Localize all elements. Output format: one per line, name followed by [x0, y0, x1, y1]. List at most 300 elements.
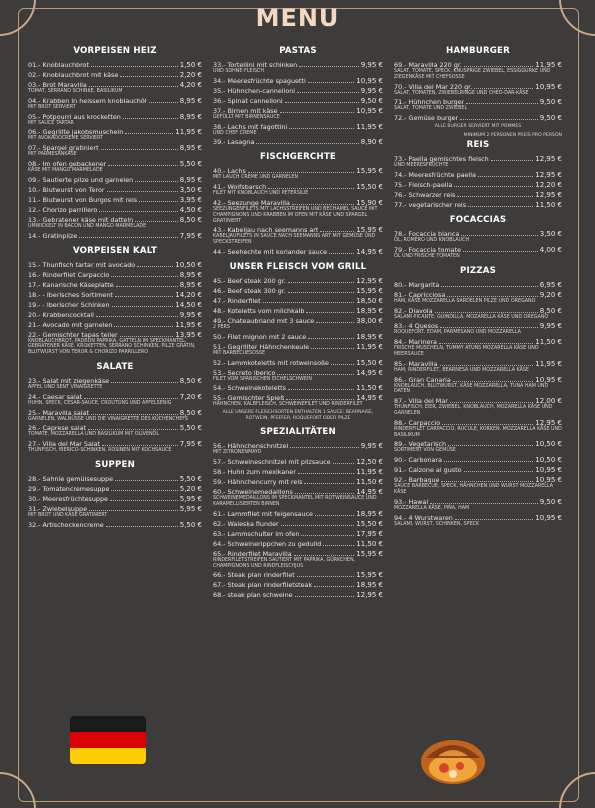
menu-item-row	[28, 160, 202, 168]
dot-leader	[308, 82, 355, 83]
menu-item-price: 11,50 €	[356, 539, 383, 548]
menu-item-description: MIT LAUCH CREME UND GARNELEN	[213, 175, 299, 181]
menu-item-row	[394, 360, 562, 368]
pizza-oven-image	[418, 728, 488, 788]
menu-item-name: 92.- Barbaque	[394, 476, 440, 485]
dot-leader	[448, 445, 533, 446]
menu-item-row	[394, 201, 562, 209]
dot-leader	[120, 336, 174, 337]
dot-leader	[466, 103, 537, 104]
menu-item-price: 5,20 €	[179, 484, 202, 493]
menu-item	[213, 581, 383, 589]
menu-item-row	[213, 287, 383, 295]
dot-leader	[101, 149, 178, 150]
menu-item-row	[394, 246, 562, 254]
menu-item-description: ÖL, ROMERO UND KNOBLAUCH	[394, 238, 470, 244]
menu-item-row	[213, 87, 383, 95]
menu-item-row	[213, 530, 383, 538]
dot-leader	[306, 312, 354, 313]
menu-item-price: 5,50 €	[179, 424, 202, 433]
dot-leader	[114, 326, 173, 327]
menu-item	[213, 107, 383, 121]
menu-item-row	[213, 97, 383, 105]
dot-leader	[256, 143, 358, 144]
menu-item-row	[28, 271, 202, 279]
menu-item-price: 9,95 €	[539, 322, 562, 331]
menu-item-row	[213, 478, 383, 486]
menu-item-name: 19.- - Iberischer Schinken	[28, 300, 110, 309]
menu-item-price: 8,50 €	[179, 408, 202, 417]
menu-item-description: 2 PERS	[213, 324, 230, 330]
menu-item-name: 58.- Huhn zum mexikaner	[213, 468, 296, 477]
menu-item	[213, 394, 383, 408]
menu-item-row	[28, 97, 202, 105]
menu-item	[394, 171, 562, 179]
dot-leader	[137, 266, 173, 267]
menu-item-description: MIT PARMESANKÄSE	[28, 152, 77, 158]
dot-leader	[89, 510, 178, 511]
menu-item	[394, 456, 562, 464]
menu-item-row	[28, 440, 202, 448]
menu-item	[213, 591, 383, 599]
dot-leader	[149, 102, 178, 103]
dot-leader	[91, 414, 178, 415]
menu-item-price: 15,50 €	[356, 358, 383, 367]
menu-item-price: 11,95 €	[175, 128, 202, 137]
menu-item-price: 8,90 €	[360, 138, 383, 147]
menu-item-row	[28, 196, 202, 204]
dot-leader	[463, 251, 538, 252]
menu-item-name: 57.- Schweineschnitzel mit pilzsauce	[213, 458, 331, 467]
menu-item-row	[394, 291, 562, 299]
menu-item-row	[394, 466, 562, 474]
menu-item	[28, 521, 202, 529]
section-heading-hamburger: HAMBURGER	[446, 46, 510, 56]
menu-item-name: 59.- Hähnchencurry mit reis	[213, 478, 303, 487]
menu-item-price: 11,95 €	[356, 122, 383, 131]
menu-item-name: 65.- Rinderfilet Maravilla	[213, 549, 292, 558]
menu-item-row	[28, 176, 202, 184]
menu-item-name: 73.- Paella gemischtes fleisch	[394, 155, 489, 164]
menu-item-row	[394, 456, 562, 464]
menu-item	[213, 488, 383, 508]
menu-item	[28, 196, 202, 204]
menu-item-price: 10,50 €	[535, 440, 562, 449]
menu-item-name: 93.- Hawai	[394, 497, 429, 506]
dot-leader	[285, 102, 359, 103]
dot-leader	[281, 525, 355, 526]
menu-item-price: 10,95 €	[535, 82, 562, 91]
menu-item	[28, 144, 202, 158]
menu-item-description: TOMAT, SERRANO SCHINKE, BASILIKUM	[28, 89, 123, 94]
menu-item-name: 76.- Schwarzer reis	[394, 191, 456, 200]
menu-item-row	[394, 61, 562, 69]
menu-item-description: MIT SAUCE TARTAR	[28, 120, 74, 126]
menu-item	[28, 128, 202, 142]
menu-item-name: 09.- Sautierte pilze und garnelen	[28, 175, 134, 184]
menu-item-name: 54.- Schweinekoteletts	[213, 384, 286, 393]
menu-item-name: 72.- Gemüse burger	[394, 114, 459, 123]
menu-item-name: 23.- Salat mit ziegenkäse	[28, 376, 110, 385]
menu-item-row	[213, 571, 383, 579]
menu-item-price: 18,95 €	[356, 306, 383, 315]
dot-leader	[297, 576, 355, 577]
dot-leader	[461, 235, 537, 236]
menu-item	[213, 248, 383, 256]
menu-item-description: FRISCHE MUSCHELN, TUMMY ATUNS MOZARELLA KÄSE UND MEERSAUCE	[394, 346, 539, 357]
dot-leader	[123, 118, 178, 119]
menu-item-name: 91.- Calzone al gusto	[394, 466, 462, 475]
menu-item	[28, 61, 202, 69]
dot-leader	[111, 276, 177, 277]
menu-item	[394, 83, 562, 97]
menu-item	[213, 343, 383, 357]
menu-item-description: SORTIMENT VON GEMÜSE	[394, 448, 456, 454]
menu-item-name: 68.- steak plan schweine	[213, 591, 293, 600]
menu-item-row	[28, 393, 202, 401]
menu-item	[394, 360, 562, 374]
menu-item	[394, 114, 562, 122]
flag-stripe-red	[70, 732, 146, 748]
menu-item	[213, 183, 383, 197]
dot-leader	[112, 306, 174, 307]
menu-item-row	[28, 521, 202, 529]
menu-item-name: 11.- Blutwurst von Burgos mit reis	[28, 195, 138, 204]
dot-leader	[96, 316, 178, 317]
menu-item-price: 9,50 €	[539, 497, 562, 506]
menu-item-description: KABELJAUFILETS IN SAUCE NACH SEEMANNS ART MIT GEMÜSE UND SPECKSTREIFEN	[213, 234, 376, 246]
menu-item-price: 10,95 €	[535, 375, 562, 384]
menu-item-name: 18.- - Iberisches Sortiment	[28, 290, 113, 299]
menu-item-price: 8,95 €	[179, 270, 202, 279]
menu-item-row	[213, 307, 383, 315]
menu-item-description: HAM, KÄSE MOZZARELLA SARDELEN PILZE UND OREGANO	[394, 298, 536, 304]
dot-leader	[286, 399, 354, 400]
menu-item-price: 3,50 €	[539, 230, 562, 239]
menu-column-left	[28, 40, 202, 531]
menu-item-row	[213, 297, 383, 305]
menu-item-row	[213, 77, 383, 85]
menu-item-price: 11,95 €	[175, 320, 202, 329]
menu-item-name: 47.- Rinderfilet	[213, 296, 261, 305]
menu-item-name: 22.- Gemischter tapas teller	[28, 330, 118, 339]
menu-item	[213, 138, 383, 146]
menu-item-name: 34.- Meeresfrüchte spaguetti	[213, 76, 306, 85]
menu-item-row	[28, 61, 202, 69]
menu-item-name: 20.- Krabbencocktail	[28, 310, 94, 319]
menu-item-price: 8,95 €	[179, 280, 202, 289]
menu-item	[213, 540, 383, 548]
menu-item-name: 87.- Villa del Mar	[394, 397, 448, 406]
menu-item-description: MIT BARBECUESOSSE	[213, 350, 266, 356]
dot-leader	[323, 545, 354, 546]
menu-item	[394, 376, 562, 396]
menu-item-row	[28, 206, 202, 214]
menu-item-name: 80.- Margarita	[394, 280, 440, 289]
menu-item-name: 82.- Diavola	[394, 306, 433, 315]
menu-item-row	[213, 317, 383, 325]
dot-leader	[315, 515, 354, 516]
dot-leader	[115, 480, 178, 481]
menu-item	[394, 281, 562, 289]
menu-item	[394, 498, 562, 512]
menu-item-description: FILET VOM SPANISCHEN EICHELSCHWEIN	[213, 376, 312, 382]
menu-item-row	[28, 475, 202, 483]
menu-item-name: 85.- Maravilla	[394, 359, 438, 368]
menu-item-name: 02.- Knoblauchbrot mit käse	[28, 71, 119, 79]
menu-item-name: 94.- 4 Wurstwaren	[394, 513, 453, 522]
menu-item-description: SALAMI PICANTE, GUINDILLA, MOZARELLA KÄSE UND OREGANO	[394, 314, 549, 320]
menu-item	[28, 281, 202, 289]
menu-item	[394, 155, 562, 169]
menu-item-description: FILET MIT KNOBLAUCH UND PETERSILIE	[213, 191, 309, 197]
menu-item-price: 18,50 €	[356, 296, 383, 305]
menu-item-name: 88.- Carpaccio	[394, 418, 441, 427]
menu-item-price: 3,50 €	[179, 185, 202, 194]
menu-item	[213, 458, 383, 466]
menu-item-price: 5,50 €	[179, 159, 202, 168]
menu-item-row	[213, 343, 383, 351]
menu-item-price: 11,50 €	[356, 384, 383, 393]
menu-item	[28, 291, 202, 299]
menu-item-row	[213, 359, 383, 367]
menu-item-price: 4,00 €	[539, 245, 562, 254]
menu-item	[394, 466, 562, 474]
menu-item-name: 36.- Spinat cannelloni	[213, 96, 283, 105]
menu-item-name: 14.- Gratinpilze	[28, 231, 78, 240]
dot-leader	[441, 286, 537, 287]
menu-item-name: 60.- Schweinemedaillons	[213, 488, 293, 497]
dot-leader	[111, 490, 177, 491]
section-heading-salate: SALATE	[96, 361, 134, 372]
dot-leader	[295, 493, 354, 494]
dot-leader	[294, 555, 355, 556]
menu-item-name: 64.- Schweinerippchen zu gedulld	[213, 539, 322, 548]
dot-leader	[450, 402, 533, 403]
menu-item-description: RINDERFILET CARPACCIO, RUCULE, KORKEN, MOZZARELLA KÄSE UND BASILIKUM	[394, 426, 562, 438]
menu-item-price: 15,95 €	[356, 286, 383, 295]
dot-leader	[277, 374, 354, 375]
menu-item-row	[394, 281, 562, 289]
menu-item	[28, 424, 202, 438]
menu-item	[28, 113, 202, 127]
menu-item-description: ÖL UND FRISCHE TOMATEN	[394, 253, 460, 259]
section-heading-suppen: SUPPEN	[94, 459, 136, 470]
menu-item-price: 15,95 €	[356, 167, 383, 176]
menu-item-price: 8,50 €	[179, 376, 202, 385]
menu-item-price: 10,50 €	[535, 456, 562, 465]
menu-item-description: UND MEERESFRÜCHTE	[394, 163, 449, 169]
menu-item-name: 75.- Fleisch-paella	[394, 181, 453, 190]
menu-item-row	[394, 514, 562, 522]
menu-item	[213, 384, 383, 392]
menu-item-description: MOZZARELLA KÄSE, PIÑA, HAM	[394, 505, 470, 511]
flag-stripe-gold	[70, 748, 146, 764]
menu-item	[213, 226, 383, 246]
dot-leader	[288, 389, 354, 390]
menu-item-row	[213, 550, 383, 558]
menu-item-price: 12,95 €	[356, 591, 383, 600]
dot-leader	[316, 322, 354, 323]
menu-column-right	[394, 40, 562, 529]
menu-item	[28, 71, 202, 79]
dot-leader	[329, 253, 354, 254]
menu-item-row	[394, 181, 562, 189]
dot-leader	[468, 206, 533, 207]
menu-item	[213, 97, 383, 105]
menu-item-row	[394, 476, 562, 484]
menu-item-row	[28, 144, 202, 152]
menu-item-name: 78.- Focaccia blanca	[394, 230, 460, 239]
menu-item-price: 10,50 €	[175, 260, 202, 269]
dot-leader	[120, 76, 177, 77]
section-heading-pastas: PASTAS	[279, 46, 317, 56]
menu-item-price: 9,50 €	[539, 114, 562, 123]
menu-item-price: 15,95 €	[356, 571, 383, 580]
dot-leader	[99, 211, 177, 212]
menu-item-description: KNOBLAUCHBROT, PADRON PAPRIKA, GATTELN IM SPECKMANTEL, GEBRATENER KÄSE, KROKETTEN, SERRANO SCHINKEN, PILZE GRATIN, BLUTWURST VON TEROR & CHORIZO PARRILLERO	[28, 338, 196, 356]
menu-item-price: 6,95 €	[539, 280, 562, 289]
menu-item-name: 67.- Steak plan rinderfiletsteak	[213, 581, 313, 590]
menu-item-price: 12,95 €	[356, 276, 383, 285]
menu-item-row	[213, 107, 383, 115]
menu-item-name: 50.- Filet mignon mit 2 sauce	[213, 332, 307, 341]
menu-item-row	[28, 113, 202, 121]
menu-item-row	[28, 331, 202, 339]
menu-item-name: 29.- Tomatencremesuppe	[28, 484, 110, 493]
menu-item-row	[28, 311, 202, 319]
menu-item-name: 63.- Lammschulter im ofen	[213, 529, 300, 538]
dot-leader	[464, 66, 533, 67]
dot-leader	[455, 519, 533, 520]
menu-item-name: 40.- Lachs	[213, 167, 246, 176]
menu-item-description: KÄSE MIT MANGO MARMELADE	[28, 167, 103, 173]
dot-leader	[292, 204, 354, 205]
dot-leader	[320, 231, 354, 232]
menu-item	[28, 311, 202, 319]
menu-item-row	[213, 61, 383, 69]
menu-item	[28, 271, 202, 279]
menu-item-name: 69.- Maravilla 220 gr.	[394, 61, 462, 69]
menu-item-name: 61.- Lammfilet mit feigensauce	[213, 509, 313, 518]
menu-item-price: 14,95 €	[356, 368, 383, 377]
menu-item-price: 18,95 €	[356, 332, 383, 341]
dot-leader	[308, 338, 354, 339]
menu-item-price: 12,95 €	[535, 155, 562, 164]
menu-item-price: 15,90 €	[356, 198, 383, 207]
dot-leader	[304, 483, 354, 484]
menu-item	[394, 397, 562, 417]
section-heading-unser-fleisch-vom-grill: UNSER FLEISCH VOM GRILL	[229, 261, 367, 272]
menu-item-price: 14,95 €	[356, 394, 383, 403]
menu-item	[28, 206, 202, 214]
dot-leader	[298, 473, 354, 474]
menu-item-price: 8,95 €	[179, 112, 202, 121]
menu-item-row	[394, 191, 562, 199]
menu-item-description: APFEL UND SENT VINAIGRETTE	[28, 384, 103, 390]
dot-leader	[102, 445, 178, 446]
menu-item	[28, 186, 202, 194]
menu-item	[394, 440, 562, 454]
menu-item-price: 10,95 €	[356, 106, 383, 115]
menu-item-row	[213, 468, 383, 476]
menu-item-description: GEFÜLLT MIT BIRNENSAUCE	[213, 114, 280, 120]
menu-item-price: 10,95 €	[356, 76, 383, 85]
menu-item-price: 14,50 €	[175, 300, 202, 309]
dot-leader	[89, 86, 178, 87]
menu-item-name: 31.- Zwiebelsuppe	[28, 504, 88, 513]
menu-item-row	[28, 71, 202, 79]
menu-item	[28, 377, 202, 391]
dot-leader	[464, 471, 534, 472]
section-heading-pizzas: PIZZAS	[460, 265, 496, 276]
menu-item-name: 44.- Seehechte mit koriander sauce	[213, 247, 328, 256]
menu-item-price: 15,50 €	[356, 519, 383, 528]
dot-leader	[125, 133, 173, 134]
menu-item-price: 5,50 €	[179, 520, 202, 529]
menu-item-row	[28, 261, 202, 269]
menu-item-name: 03.- Brot Maravilla	[28, 81, 87, 89]
menu-item-row	[394, 307, 562, 315]
menu-item-row	[213, 199, 383, 207]
menu-item-price: 4,50 €	[179, 205, 202, 214]
menu-item-row	[28, 495, 202, 503]
menu-item	[28, 495, 202, 503]
menu-item-description: MIT BROT UND KÄSE GRATINIERT	[28, 512, 108, 518]
dot-leader	[440, 327, 538, 328]
dot-leader	[295, 596, 355, 597]
dot-leader	[447, 296, 537, 297]
section-heading-vorpeisen-heiz: VORPEISEN HEIZ	[73, 46, 157, 56]
menu-item	[28, 393, 202, 407]
menu-item-name: 56.- Hähnchenschnitzel	[213, 442, 289, 451]
menu-item-price: 12,00 €	[535, 397, 562, 406]
menu-item-name: 38.- Lachs mit fagottini	[213, 122, 288, 131]
dot-leader	[460, 119, 538, 120]
dot-leader	[435, 312, 538, 313]
menu-item-price: 9,95 €	[360, 442, 383, 451]
menu-column-middle	[213, 40, 383, 601]
german-flag	[70, 716, 146, 764]
menu-item-row	[394, 419, 562, 427]
dot-leader	[457, 196, 533, 197]
menu-item	[213, 287, 383, 295]
dot-leader	[107, 191, 178, 192]
menu-item-name: 21.- Avocado mit garnelen	[28, 320, 113, 329]
menu-item-price: 10,95 €	[535, 476, 562, 485]
dot-leader	[288, 282, 354, 283]
menu-item-price: 14,95 €	[356, 488, 383, 497]
menu-item-price: 12,95 €	[535, 191, 562, 200]
menu-item-name: 25.- Maravilla salat	[28, 408, 89, 417]
menu-item-description: UMWICKELT IN BACON UND MANGO MARMELADE	[28, 223, 147, 229]
menu-item-name: 27.- Villa del Mar Salat	[28, 440, 101, 449]
menu-item	[213, 307, 383, 315]
menu-item	[394, 246, 562, 260]
menu-item-price: 11,50 €	[356, 478, 383, 487]
menu-item-row	[28, 232, 202, 240]
menu-item-price: 9,95 €	[179, 310, 202, 319]
menu-item	[213, 87, 383, 95]
menu-item-name: 05.- Potpourri aus krocketten	[28, 112, 121, 121]
menu-item-name: 90.- Carbonara	[394, 456, 442, 465]
menu-item-price: 9,50 €	[539, 98, 562, 107]
menu-item-row	[213, 510, 383, 518]
menu-item-row	[213, 277, 383, 285]
menu-item	[213, 61, 383, 75]
menu-item-row	[213, 591, 383, 599]
menu-item-description: GARNELEN, WALNÜSSE UND DIE VINAIGRETTE DES KÜCHENCHEFS	[28, 416, 188, 422]
